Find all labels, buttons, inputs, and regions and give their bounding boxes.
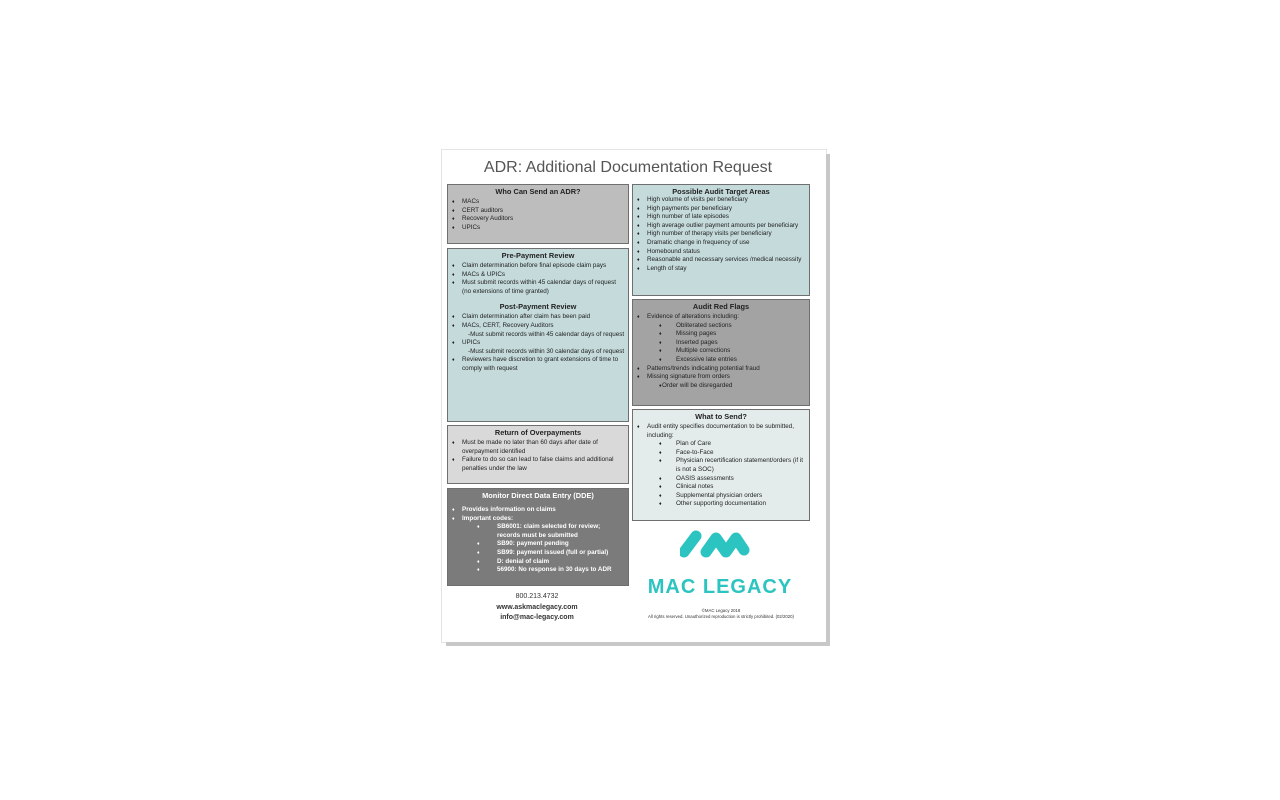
prepay-heading: Pre-Payment Review [501,251,575,260]
list-item: ♦ UPICs [451,224,625,233]
document-item: ♦ Plan of Care [636,440,806,449]
alteration-item: ♦ Multiple corrections [636,347,806,356]
alteration-item: ♦ Excessive late entries [636,356,806,365]
document-item: ♦ Other supporting documentation [636,500,806,509]
alteration-item: ♦ Obliterated sections [636,322,806,331]
page-title: ADR: Additional Documentation Request [483,159,773,176]
who-heading: Who Can Send an ADR? [495,187,581,196]
review-section [447,248,629,422]
brand-name: MAC LEGACY [647,576,793,598]
overpay-heading: Return of Overpayments [494,428,582,437]
copyright-line: ©MAC Legacy 2018 [701,608,741,613]
list-item: ♦ Evidence of alterations including: [636,313,806,322]
list-item: ♦ Important codes: [451,515,625,524]
copyright [632,608,810,619]
send-heading: What to Send? [695,412,747,421]
code-item: ♦ 56900: No response in 30 days to ADR [451,566,625,575]
flags-heading: Audit Red Flags [692,302,750,311]
targets-heading: Possible Audit Target Areas [672,187,770,196]
audit-targets-section [632,184,810,296]
list-item: ♦ Reviewers have discretion to grant extensions of time to comply with request [451,356,625,373]
who-can-send-section [447,184,629,244]
dde-heading: Monitor Direct Data Entry (DDE) [482,491,594,500]
alteration-item: ♦ Inserted pages [636,339,806,348]
list-item: ♦ Failure to do so can lead to false claims and additional penalties under the law [451,456,625,473]
document-item: ♦ OASIS assessments [636,475,806,484]
list-item: ♦ Dramatic change in frequency of use [636,239,806,248]
list-item: ♦ High volume of visits per beneficiary [636,196,806,205]
overpayments-section [447,425,629,484]
copyright-line: All rights reserved. Unauthorized reproduction is strictly prohibited. (02/2020) [648,613,794,619]
list-item: ♦ MACs, CERT, Recovery Auditors [451,322,625,331]
list-item: ♦ CERT auditors [451,207,625,216]
postpay-heading: Post-Payment Review [499,302,577,312]
phone-number: 800.213.4732 [515,593,559,600]
list-item: ♦ Recovery Auditors [451,215,625,224]
document-item: ♦ Clinical notes [636,483,806,492]
list-item: ♦ MACs & UPICs [451,271,625,280]
list-item: ♦ Provides information on claims [451,506,625,515]
list-item: ♦ Claim determination after claim has been paid [451,313,625,322]
code-item: ♦ SB90: payment pending [451,540,625,549]
red-flags-section [632,299,810,406]
contact-info [446,592,628,624]
document-item: ♦ Face-to-Face [636,449,806,458]
mac-legacy-logo-icon [680,528,750,560]
code-item: ♦ SB99: payment issued (full or partial) [451,549,625,558]
website: www.askmaclegacy.com [496,603,578,611]
list-item: ♦ High average outlier payment amounts per beneficiary [636,222,806,231]
document-item: ♦ Physician recertification statement/orders (if it is not a SOC) [636,457,806,474]
what-to-send-section [632,409,810,521]
list-item: ♦ MACs [451,198,625,207]
list-item: ♦ Audit entity specifies documentation to be submitted, including: [636,423,806,440]
alteration-item: ♦ Missing pages [636,330,806,339]
email: info@mac-legacy.com [500,614,574,621]
list-item: ♦ Claim determination before final episode claim pays [451,262,625,271]
list-item: ♦ Length of stay [636,265,806,274]
list-item: ♦ Missing signature from orders [636,373,806,382]
code-item: ♦ D: denial of claim [451,558,625,567]
list-item: ♦ High payments per beneficiary [636,205,806,214]
order-item: ♦ Order will be disregarded [636,382,806,391]
dde-section [447,488,629,586]
list-item: ♦ Reasonable and necessary services /medical necessity [636,256,806,265]
flyer-page [442,150,826,642]
list-item: ♦ Must be made no later than 60 days after date of overpayment identified [451,439,625,456]
document-item: ♦ Supplemental physician orders [636,492,806,501]
list-item: ♦ Homebound status [636,248,806,257]
list-item: ♦ Must submit records within 45 calendar days of request (no extensions of time granted) [451,279,625,296]
list-item: ♦ High number of therapy visits per beneficiary [636,230,806,239]
list-item: ♦ High number of late episodes [636,213,806,222]
code-item: ♦ SB6001: claim selected for review; records must be submitted [451,523,625,540]
list-item-continuation: -Must submit records within 45 calendar days of request [468,330,625,338]
list-item: ♦ Patterns/trends indicating potential fraud [636,365,806,374]
list-item: ♦ UPICs [451,339,625,348]
list-item-continuation: -Must submit records within 30 calendar days of request [468,347,625,355]
